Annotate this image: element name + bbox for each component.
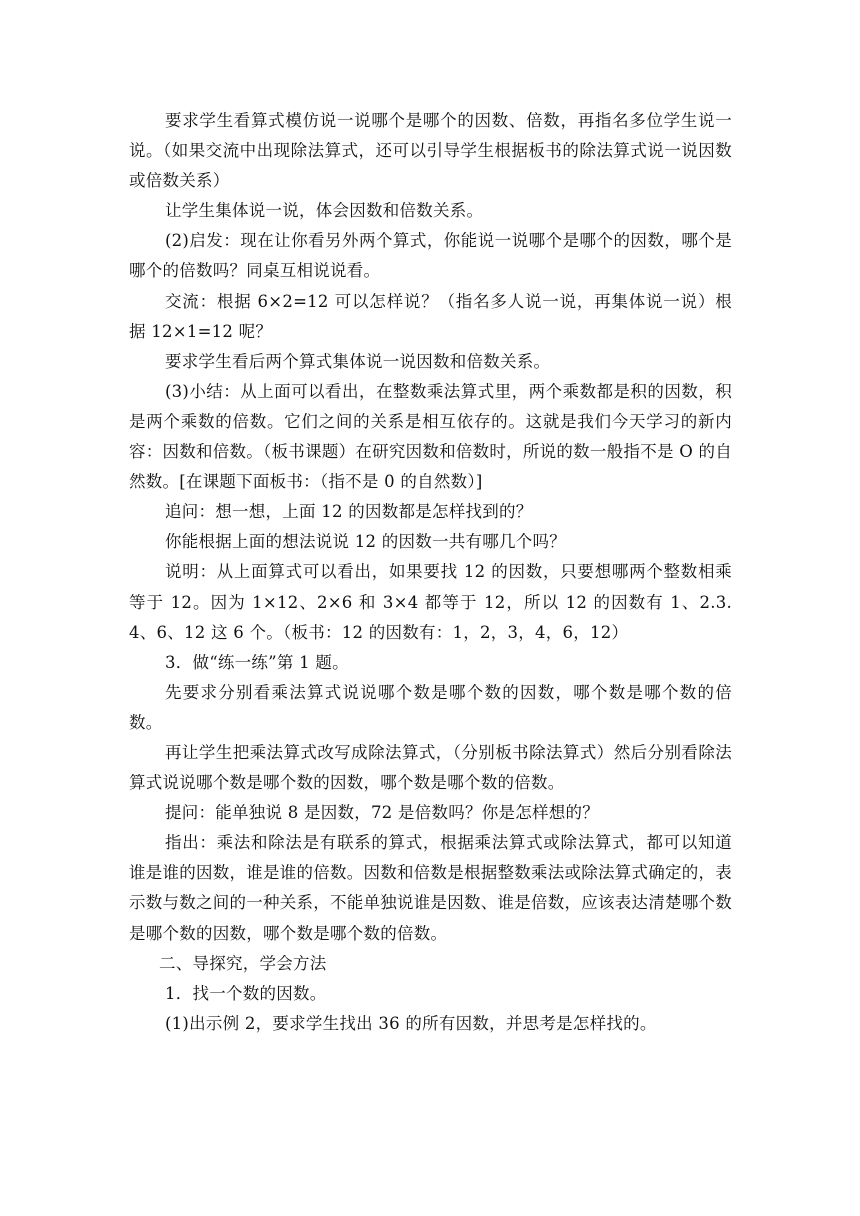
paragraph-follow-up-question: 追问：想一想，上面 12 的因数都是怎样找到的？: [165, 502, 533, 522]
paragraph-factors-of-12-question: 你能根据上面的想法说说 12 的因数一共有哪几个吗？: [165, 532, 566, 552]
section-heading-explore: 二、导探究，学会方法: [159, 953, 327, 973]
paragraph-inspire: (2)启发：现在让你看另外两个算式，你能说一说哪个是哪个的因数，哪个是哪个的倍数吗？同桌互相说说看。: [129, 231, 732, 281]
subheading-find-factors: 1．找一个数的因数。: [165, 983, 327, 1003]
paragraph-collective-say: 让学生集体说一说，体会因数和倍数关系。: [165, 201, 484, 221]
document-body: [129, 106, 732, 1039]
paragraph-multiplication-practice: 先要求分别看乘法算式说说哪个数是哪个数的因数，哪个数是哪个数的倍数。: [129, 682, 732, 732]
paragraph-exchange: 交流：根据 6×2=12 可以怎样说？（指名多人说一说，再集体说一说）根据 12×1=12 呢？: [129, 291, 732, 341]
paragraph-point-out: 指出：乘法和除法是有联系的算式，根据乘法算式或除法算式，都可以知道谁是谁的因数，谁是谁的倍数。因数和倍数是根据整数乘法或除法算式确定的，表示数与数之间的一种关系，不能单独说谁是因数、谁是倍数，应该表达清楚哪个数是哪个数的因数，哪个数是哪个数的倍数。: [129, 833, 732, 943]
paragraph-question-8-72: 提问：能单独说 8 是因数，72 是倍数吗？你是怎样想的？: [165, 803, 599, 823]
paragraph-imitate-factor-multiple: 要求学生看算式模仿说一说哪个是哪个的因数、倍数，再指名多位学生说一说。（如果交流中出现除法算式，还可以引导学生根据板书的除法算式说一说因数或倍数关系）: [129, 111, 732, 191]
paragraph-last-two-formulas: 要求学生看后两个算式集体说一说因数和倍数关系。: [165, 351, 551, 371]
paragraph-practice-item-3: 3．做“练一练”第 1 题。: [165, 652, 349, 672]
paragraph-example-2: (1)出示例 2，要求学生找出 36 的所有因数，并思考是怎样找的。: [165, 1013, 657, 1033]
paragraph-division-rewrite: 再让学生把乘法算式改写成除法算式，（分别板书除法算式）然后分别看除法算式说说哪个数是哪个数的因数，哪个数是哪个数的倍数。: [129, 742, 732, 793]
paragraph-explanation: 说明：从上面算式可以看出，如果要找 12 的因数，只要想哪两个整数相乘等于 12。因为 1×12、2×6 和 3×4 都等于 12，所以 12 的因数有 1、2.3.4、6、12 这 6 个。（板书：12 的因数有：1，2，3，4，6，12）: [129, 562, 732, 642]
paragraph-summary: (3)小结：从上面可以看出，在整数乘法算式里，两个乘数都是积的因数，积是两个乘数的倍数。它们之间的关系是相互依存的。这就是我们今天学习的新内容：因数和倍数。（板书课题）在研究因数和倍数时，所说的数一般指不是 O 的自然数。[在课题下面板书：（指不是 0 的自然数）]: [129, 381, 732, 492]
